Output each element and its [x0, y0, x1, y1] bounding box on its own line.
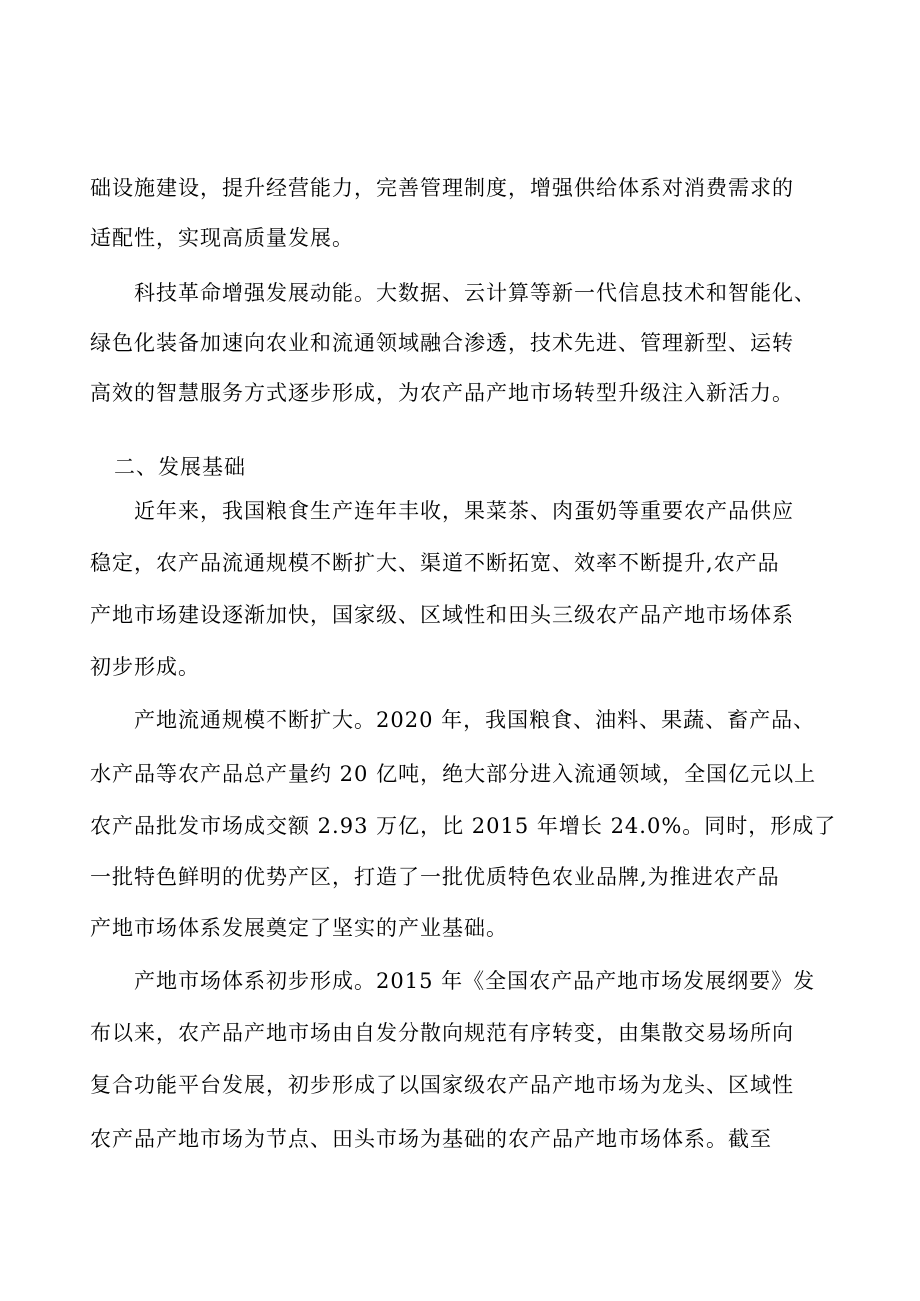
paragraph-line: 布以来，农产品产地市场由自发分散向规范有序转变，由集散交易场所向 — [90, 1021, 794, 1045]
paragraph-line: 产地市场建设逐渐加快，国家级、区域性和田头三级农产品产地市场体系 — [90, 603, 794, 627]
section-heading: 二、发展基础 — [114, 455, 246, 479]
paragraph-line: 产地流通规模不断扩大。2020 年，我国粮食、油料、果蔬、畜产品、 — [134, 708, 816, 732]
paragraph-line: 近年来，我国粮食生产连年丰收，果菜茶、肉蛋奶等重要农产品供应 — [134, 499, 794, 523]
paragraph-line: 农产品批发市场成交额 2.93 万亿，比 2015 年增长 24.0%。同时，形成了 — [90, 814, 837, 838]
paragraph-line: 产地市场体系初步形成。2015 年《全国农产品产地市场发展纲要》发 — [134, 969, 816, 993]
paragraph-line: 产地市场体系发展奠定了坚实的产业基础。 — [90, 916, 508, 940]
paragraph-line: 水产品等农产品总产量约 20 亿吨，绝大部分进入流通领域，全国亿元以上 — [90, 762, 817, 786]
paragraph-line: 复合功能平台发展，初步形成了以国家级农产品产地市场为龙头、区域性 — [90, 1073, 794, 1097]
paragraph-line: 科技革命增强发展动能。大数据、云计算等新一代信息技术和智能化、 — [134, 281, 816, 305]
paragraph-line: 农产品产地市场为节点、田头市场为基础的农产品产地市场体系。截至 — [90, 1127, 772, 1151]
paragraph-line: 高效的智慧服务方式逐步形成，为农产品产地市场转型升级注入新活力。 — [90, 381, 794, 405]
paragraph-line: 稳定，农产品流通规模不断扩大、渠道不断拓宽、效率不断提升,农产品 — [90, 551, 780, 575]
paragraph-line: 一批特色鲜明的优势产区，打造了一批优质特色农业品牌,为推进农产品 — [90, 865, 780, 889]
paragraph-line: 适配性，实现高质量发展。 — [90, 226, 354, 250]
paragraph-line: 绿色化装备加速向农业和流通领域融合渗透，技术先进、管理新型、运转 — [90, 331, 794, 355]
paragraph-line: 初步形成。 — [90, 655, 200, 679]
paragraph-line: 础设施建设，提升经营能力，完善管理制度，增强供给体系对消费需求的 — [90, 176, 794, 200]
